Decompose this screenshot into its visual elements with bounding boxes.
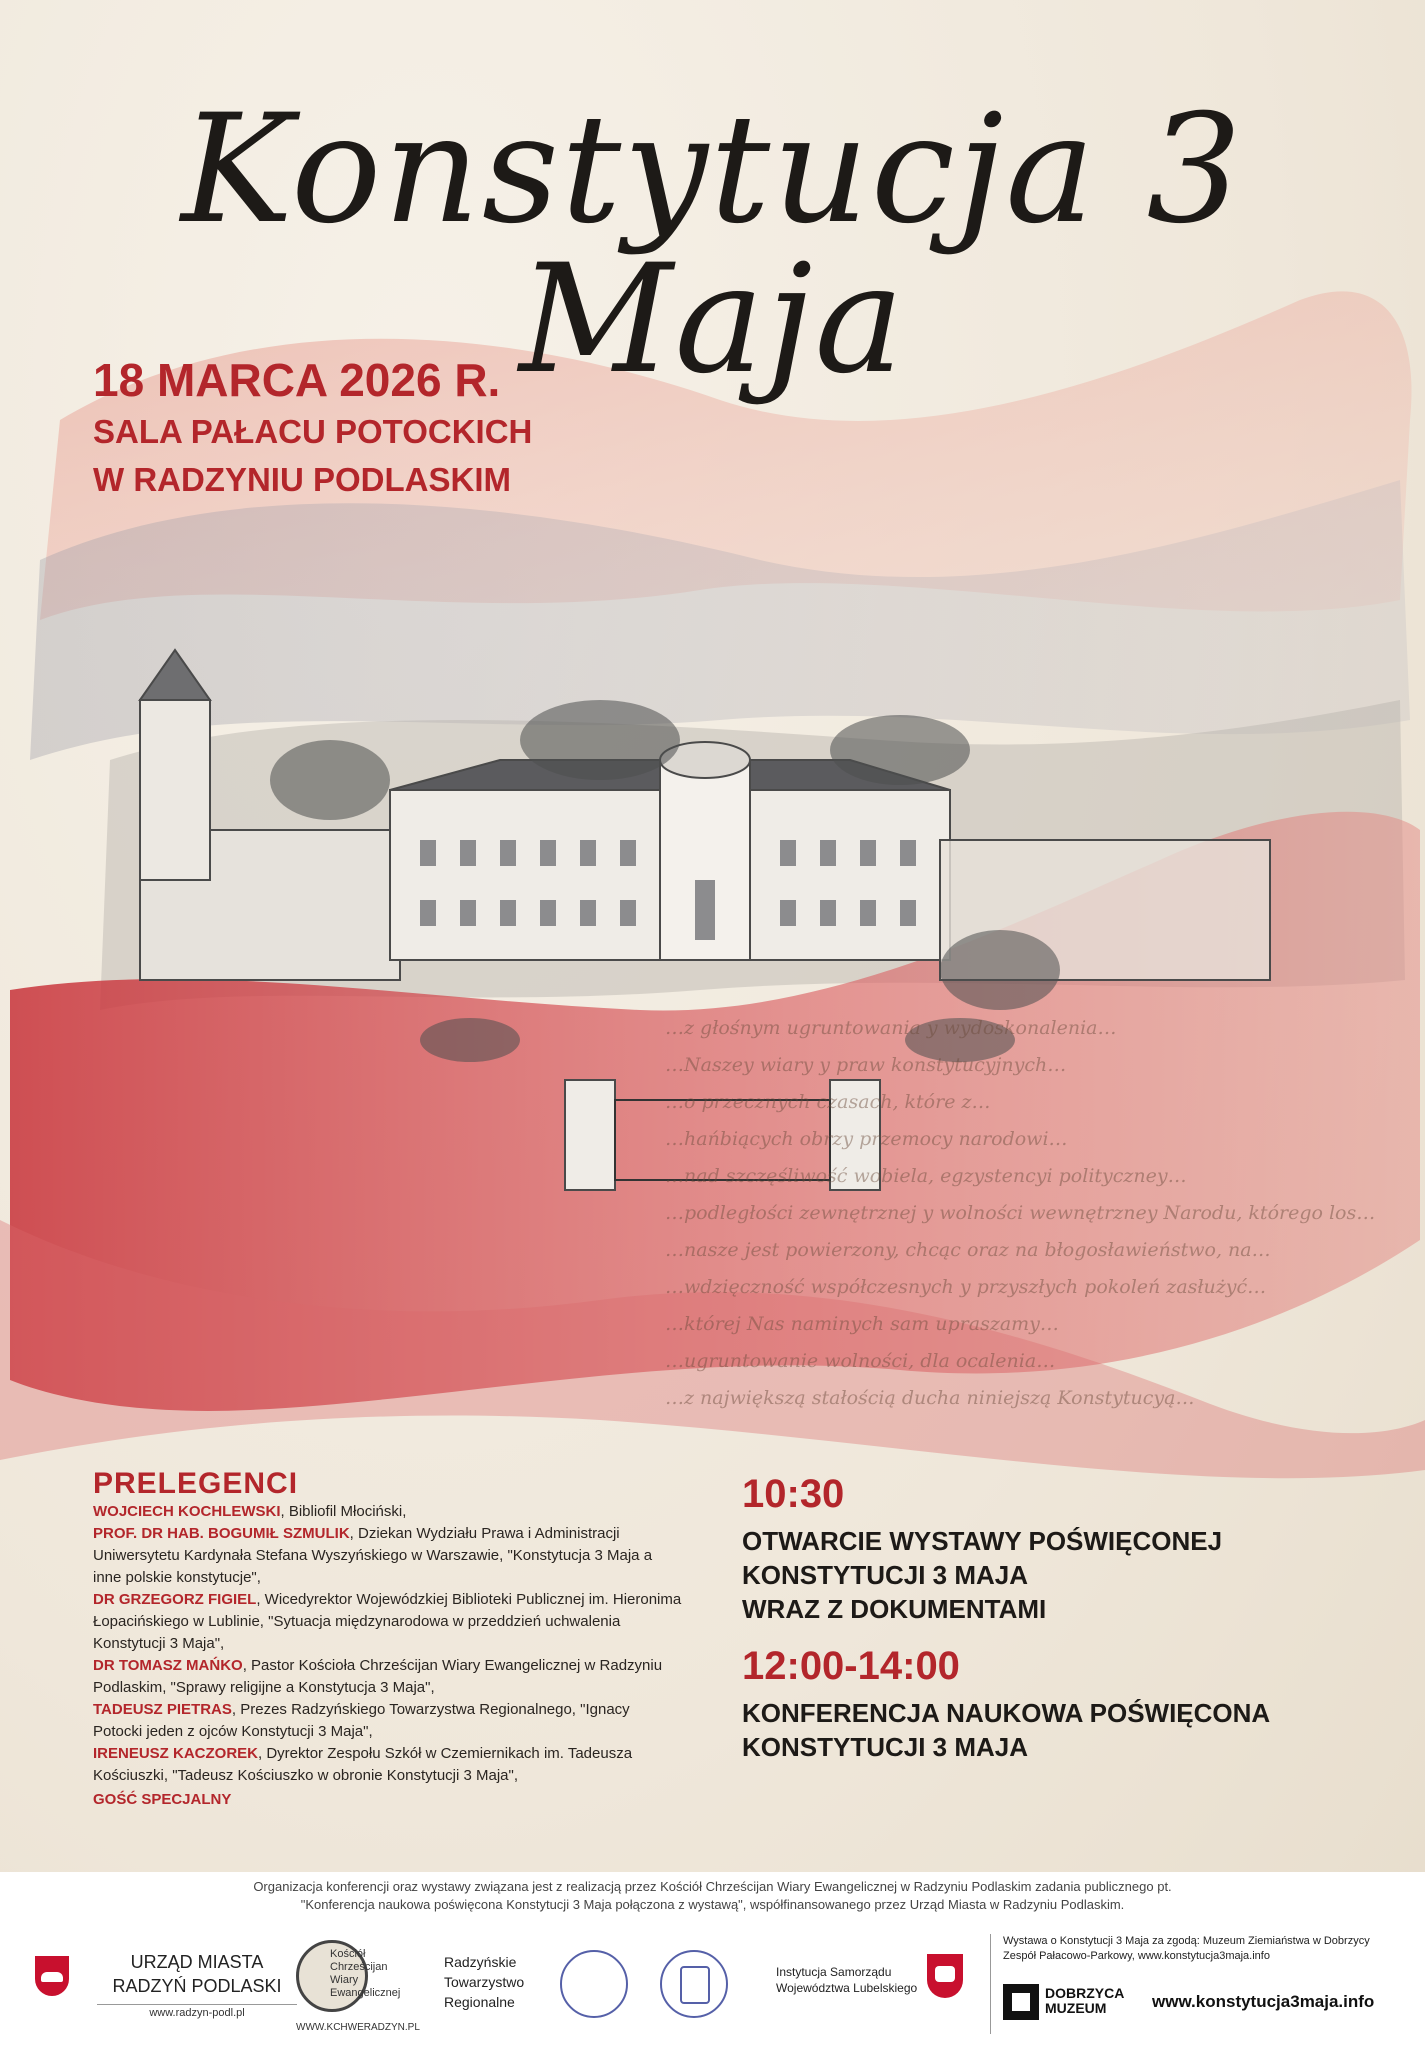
slot-title-line: KONSTYTUCJI 3 MAJA bbox=[742, 1560, 1029, 1590]
slot-title-line: WRAZ Z DOKUMENTAMI bbox=[742, 1594, 1047, 1624]
event-date: 18 MARCA 2026 R. bbox=[93, 354, 501, 406]
speaker-item bbox=[93, 1743, 683, 1787]
radzyn-coat-of-arms-icon bbox=[35, 1956, 69, 1996]
regional-society-logo: Radzyńskie Towarzystwo Regionalne bbox=[444, 1954, 525, 2010]
script-line: …nasze jest powierzony, chcąc oraz na błogosławieństwo, na… bbox=[665, 1239, 1271, 1261]
script-line: …Naszey wiary y praw konstytucyjnych… bbox=[665, 1054, 1067, 1076]
speaker-name: TADEUSZ PIETRAS bbox=[93, 1701, 232, 1718]
speaker-item bbox=[93, 1523, 683, 1589]
slot-title-line: KONFERENCJA NAUKOWA POŚWIĘCONA bbox=[742, 1698, 1271, 1728]
funding-line: "Konferencja naukowa poświęcona Konstytucji 3 Maja połączona z wystawą", współfinansowanego przez Urząd Miasta w Radzyniu Podlaskim. bbox=[300, 1897, 1125, 1912]
special-guest: GOŚĆ SPECJALNY bbox=[93, 1791, 232, 1808]
script-line: …której Nas naminych sam upraszamy… bbox=[665, 1313, 1059, 1335]
dobrzyca-mark-icon bbox=[1003, 1984, 1039, 2020]
lubelskie-coat-of-arms-icon bbox=[927, 1954, 963, 1998]
speaker-details: , Wicedyrektor Wojewódzkiej Biblioteki Publicznej im. Hieronima Łopacińskiego w Lublinie, "Sytuacja międzynarodowa w przeddzień uchwalenia Konstytucji 3 Maja", bbox=[93, 1591, 682, 1652]
church-name: Kościół Chrześcijan Wiary Ewangelicznej bbox=[330, 1948, 401, 1999]
slot-time: 12:00-14:00 bbox=[742, 1644, 960, 1688]
speaker-name: PROF. DR HAB. BOGUMIŁ SZMULIK bbox=[93, 1525, 350, 1542]
speaker-item bbox=[93, 1699, 683, 1743]
speakers-heading: PRELEGENCI bbox=[93, 1467, 299, 1500]
footer-divider bbox=[990, 1934, 991, 2034]
slot-title-line: KONSTYTUCJI 3 MAJA bbox=[742, 1732, 1029, 1762]
gate-left-pillar bbox=[565, 1080, 615, 1190]
script-line: …nad szczęśliwość wobiela, egzystencyi polityczney… bbox=[665, 1165, 1187, 1187]
funding-note bbox=[0, 1878, 1425, 1914]
script-line: …hańbiących obrzy przemocy narodowi… bbox=[665, 1128, 1068, 1150]
schedule-section bbox=[742, 1470, 1382, 1780]
speaker-name: DR GRZEGORZ FIGIEL bbox=[93, 1591, 257, 1608]
script-line: …z głośnym ugruntowania y wydoskonalenia… bbox=[665, 1017, 1117, 1039]
exhibition-consent-note: Wystawa o Konstytucji 3 Maja za zgodą: Muzeum Ziemiaństwa w Dobrzycy Zespół Pałacowo-Parkowy, www.konstytucja3maja.info bbox=[1003, 1935, 1370, 1962]
speaker-name: WOJCIECH KOCHLEWSKI bbox=[93, 1503, 281, 1520]
script-line: …ugruntowanie wolności, dla ocalenia… bbox=[665, 1350, 1056, 1372]
speaker-item bbox=[93, 1655, 683, 1699]
event-venue-line2: W RADZYNIU PODLASKIM bbox=[93, 461, 511, 498]
website-link[interactable]: www.konstytucja3maja.info bbox=[1152, 1992, 1375, 2011]
slot-time: 10:30 bbox=[742, 1472, 845, 1516]
church-url[interactable]: WWW.KCHWERADZYN.PL bbox=[296, 2022, 420, 2033]
speakers-section bbox=[93, 1467, 683, 1811]
speaker-item bbox=[93, 1589, 683, 1655]
speaker-details: , Bibliofil Młociński, bbox=[280, 1503, 407, 1520]
speaker-name: DR TOMASZ MAŃKO bbox=[93, 1657, 243, 1674]
city-office-name: URZĄD MIASTA RADZYŃ PODLASKI bbox=[112, 1952, 282, 1996]
event-info bbox=[93, 352, 532, 504]
handwritten-document-text bbox=[665, 1010, 1385, 1417]
event-venue-line1: SALA PAŁACU POTOCKICH bbox=[93, 413, 533, 450]
lubelskie-voivodeship-label: Instytucja Samorządu Województwa Lubelskiego bbox=[776, 1965, 918, 1995]
dobrzyca-name: DOBRZYCA MUZEUM bbox=[1045, 1985, 1125, 2016]
speaker-details: , Pastor Kościoła Chrześcijan Wiary Ewangelicznej w Radzyniu Podlaskim, "Sprawy religijne a Konstytucja 3 Maja", bbox=[93, 1657, 663, 1696]
university-seal-icon bbox=[660, 1950, 728, 2018]
schedule-slot bbox=[742, 1470, 1382, 1626]
script-line: …z największą stałością ducha niniejszą Konstytucyą… bbox=[665, 1387, 1195, 1409]
speaker-item bbox=[93, 1501, 683, 1523]
script-line: …podległości zewnętrznej y wolności wewnętrzney Narodu, którego los… bbox=[665, 1202, 1376, 1224]
church-logo bbox=[296, 1940, 420, 2033]
law-faculty-seal-icon bbox=[560, 1950, 628, 2018]
speaker-details: , Dyrektor Zespołu Szkół w Czemiernikach im. Tadeusza Kościuszki, "Tadeusz Kościuszko w obronie Konstytucji 3 Maja", bbox=[93, 1745, 633, 1784]
church-tower bbox=[140, 700, 210, 880]
poster-title: Konstytucja 3 Maja bbox=[181, 83, 1244, 407]
schedule-slot bbox=[742, 1642, 1382, 1764]
funding-line: Organizacja konferencji oraz wystawy związana jest z realizacją przez Kościół Chrześcijan Wiary Ewangelicznej w Radzyniu Podlaskim zadania publicznego pt. bbox=[253, 1879, 1172, 1894]
speaker-details: , Prezes Radzyńskiego Towarzystwa Regionalnego, "Ignacy Potocki jeden z ojców Konstytucji 3 Maja", bbox=[93, 1701, 630, 1740]
script-line: …wdzięczność współczesnych y przyszłych pokoleń zasłużyć… bbox=[665, 1276, 1267, 1298]
slot-title-line: OTWARCIE WYSTAWY POŚWIĘCONEJ bbox=[742, 1526, 1223, 1556]
script-line: …o przecznych czasach, które z… bbox=[665, 1091, 991, 1113]
speaker-details: , Dziekan Wydziału Prawa i Administracji Uniwersytetu Kardynała Stefana Wyszyńskiego w Warszawie, "Konstytucja 3 Maja a inne polskie konstytucje", bbox=[93, 1525, 653, 1586]
speaker-name: IRENEUSZ KACZOREK bbox=[93, 1745, 259, 1762]
sponsors-footer bbox=[0, 1872, 1425, 2048]
city-office-url[interactable]: www.radzyn-podl.pl bbox=[97, 2004, 297, 2019]
